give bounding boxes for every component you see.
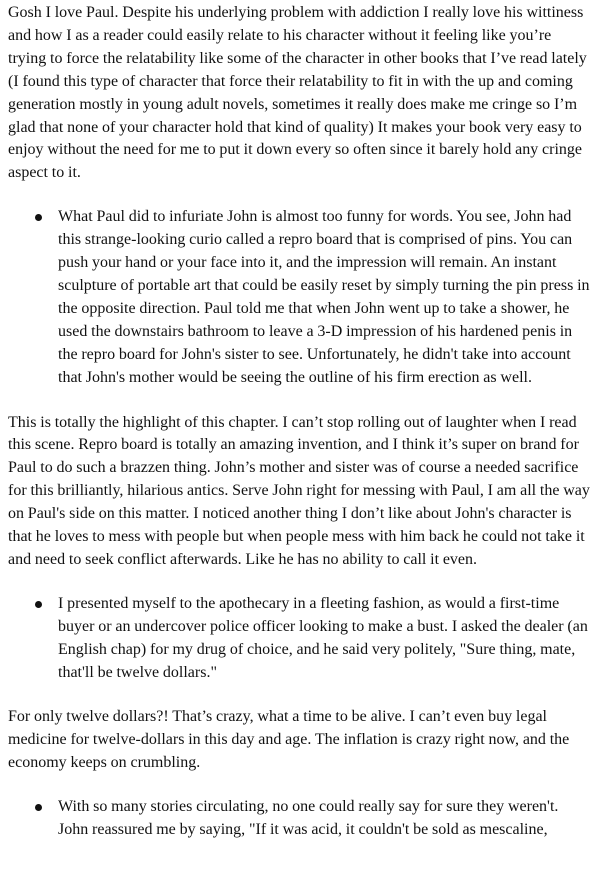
quote-text-2: I presented myself to the apothecary in a fleeting fashion, as would a first-time buyer or an undercover police officer looking to make a bust. I asked the dealer (an English chap) for my drug of choice, and he said very politely, "Sure thing, mate, that'll be twelve dollars." xyxy=(58,594,588,681)
quote-item-2 xyxy=(58,593,592,685)
quote-list-3 xyxy=(8,796,592,842)
quote-item-3 xyxy=(58,796,592,842)
commentary-paragraph-1: Gosh I love Paul. Despite his underlying problem with addiction I really love his wittiness and how I as a reader could easily relate to his character without it feeling like you’re trying to force the relatability like some of the character in other books that I’ve read lately (I found this type of character that force their relatability to fit in with the up and coming generation mostly in young adult novels, sometimes it really does make me cringe so I’m glad that none of your character hold that kind of quality) It makes your book very easy to enjoy without the need for me to put it down every so often since it barely hold any cringe aspect to it. xyxy=(8,4,587,182)
quote-text-3: With so many stories circulating, no one could really say for sure they weren't. John reassured me by saying, "If it was acid, it couldn't be sold as mescaline, xyxy=(58,798,559,839)
quote-list-1 xyxy=(8,206,592,389)
commentary-paragraph-2: This is totally the highlight of this chapter. I can’t stop rolling out of laughter when I read this scene. Repro board is totally an amazing invention, and I think it’s super on brand for Paul to do such a brazzen thing. John’s mother and sister was of course a needed sacrifice for this brilliantly, hilarious antics. Serve John right for messing with Paul, I am all the way on Paul's side on this matter. I noticed another thing I don’t like about John's character is that he loves to mess with people but when people mess with him back he could not take it and need to seek conflict afterwards. Like he has no ability to call it even. xyxy=(8,413,590,568)
bullet-icon xyxy=(35,214,42,221)
commentary-paragraph-3: For only twelve dollars?! That’s crazy, what a time to be alive. I can’t even buy legal medicine for twelve-dollars in this day and age. The inflation is crazy right now, and the economy keeps on crumbling. xyxy=(8,708,570,772)
quote-text-1: What Paul did to infuriate John is almost too funny for words. You see, John had this strange-looking curio called a repro board that is comprised of pins. You can push your hand or your face into it, and the impression will remain. An instant sculpture of portable art that could be easily reset by simply turning the pin press in the opposite direction. Paul told me that when John went up to take a shower, he used the downstairs bathroom to leave a 3-D impression of his hardened penis in the repro board for John's sister to see. Unfortunately, he didn't take into account that John's mother would be seeing the outline of his firm erection as well. xyxy=(58,208,590,386)
bullet-icon xyxy=(35,601,42,608)
quote-item-1 xyxy=(58,206,592,389)
quote-list-2 xyxy=(8,593,592,685)
bullet-icon xyxy=(35,804,42,811)
